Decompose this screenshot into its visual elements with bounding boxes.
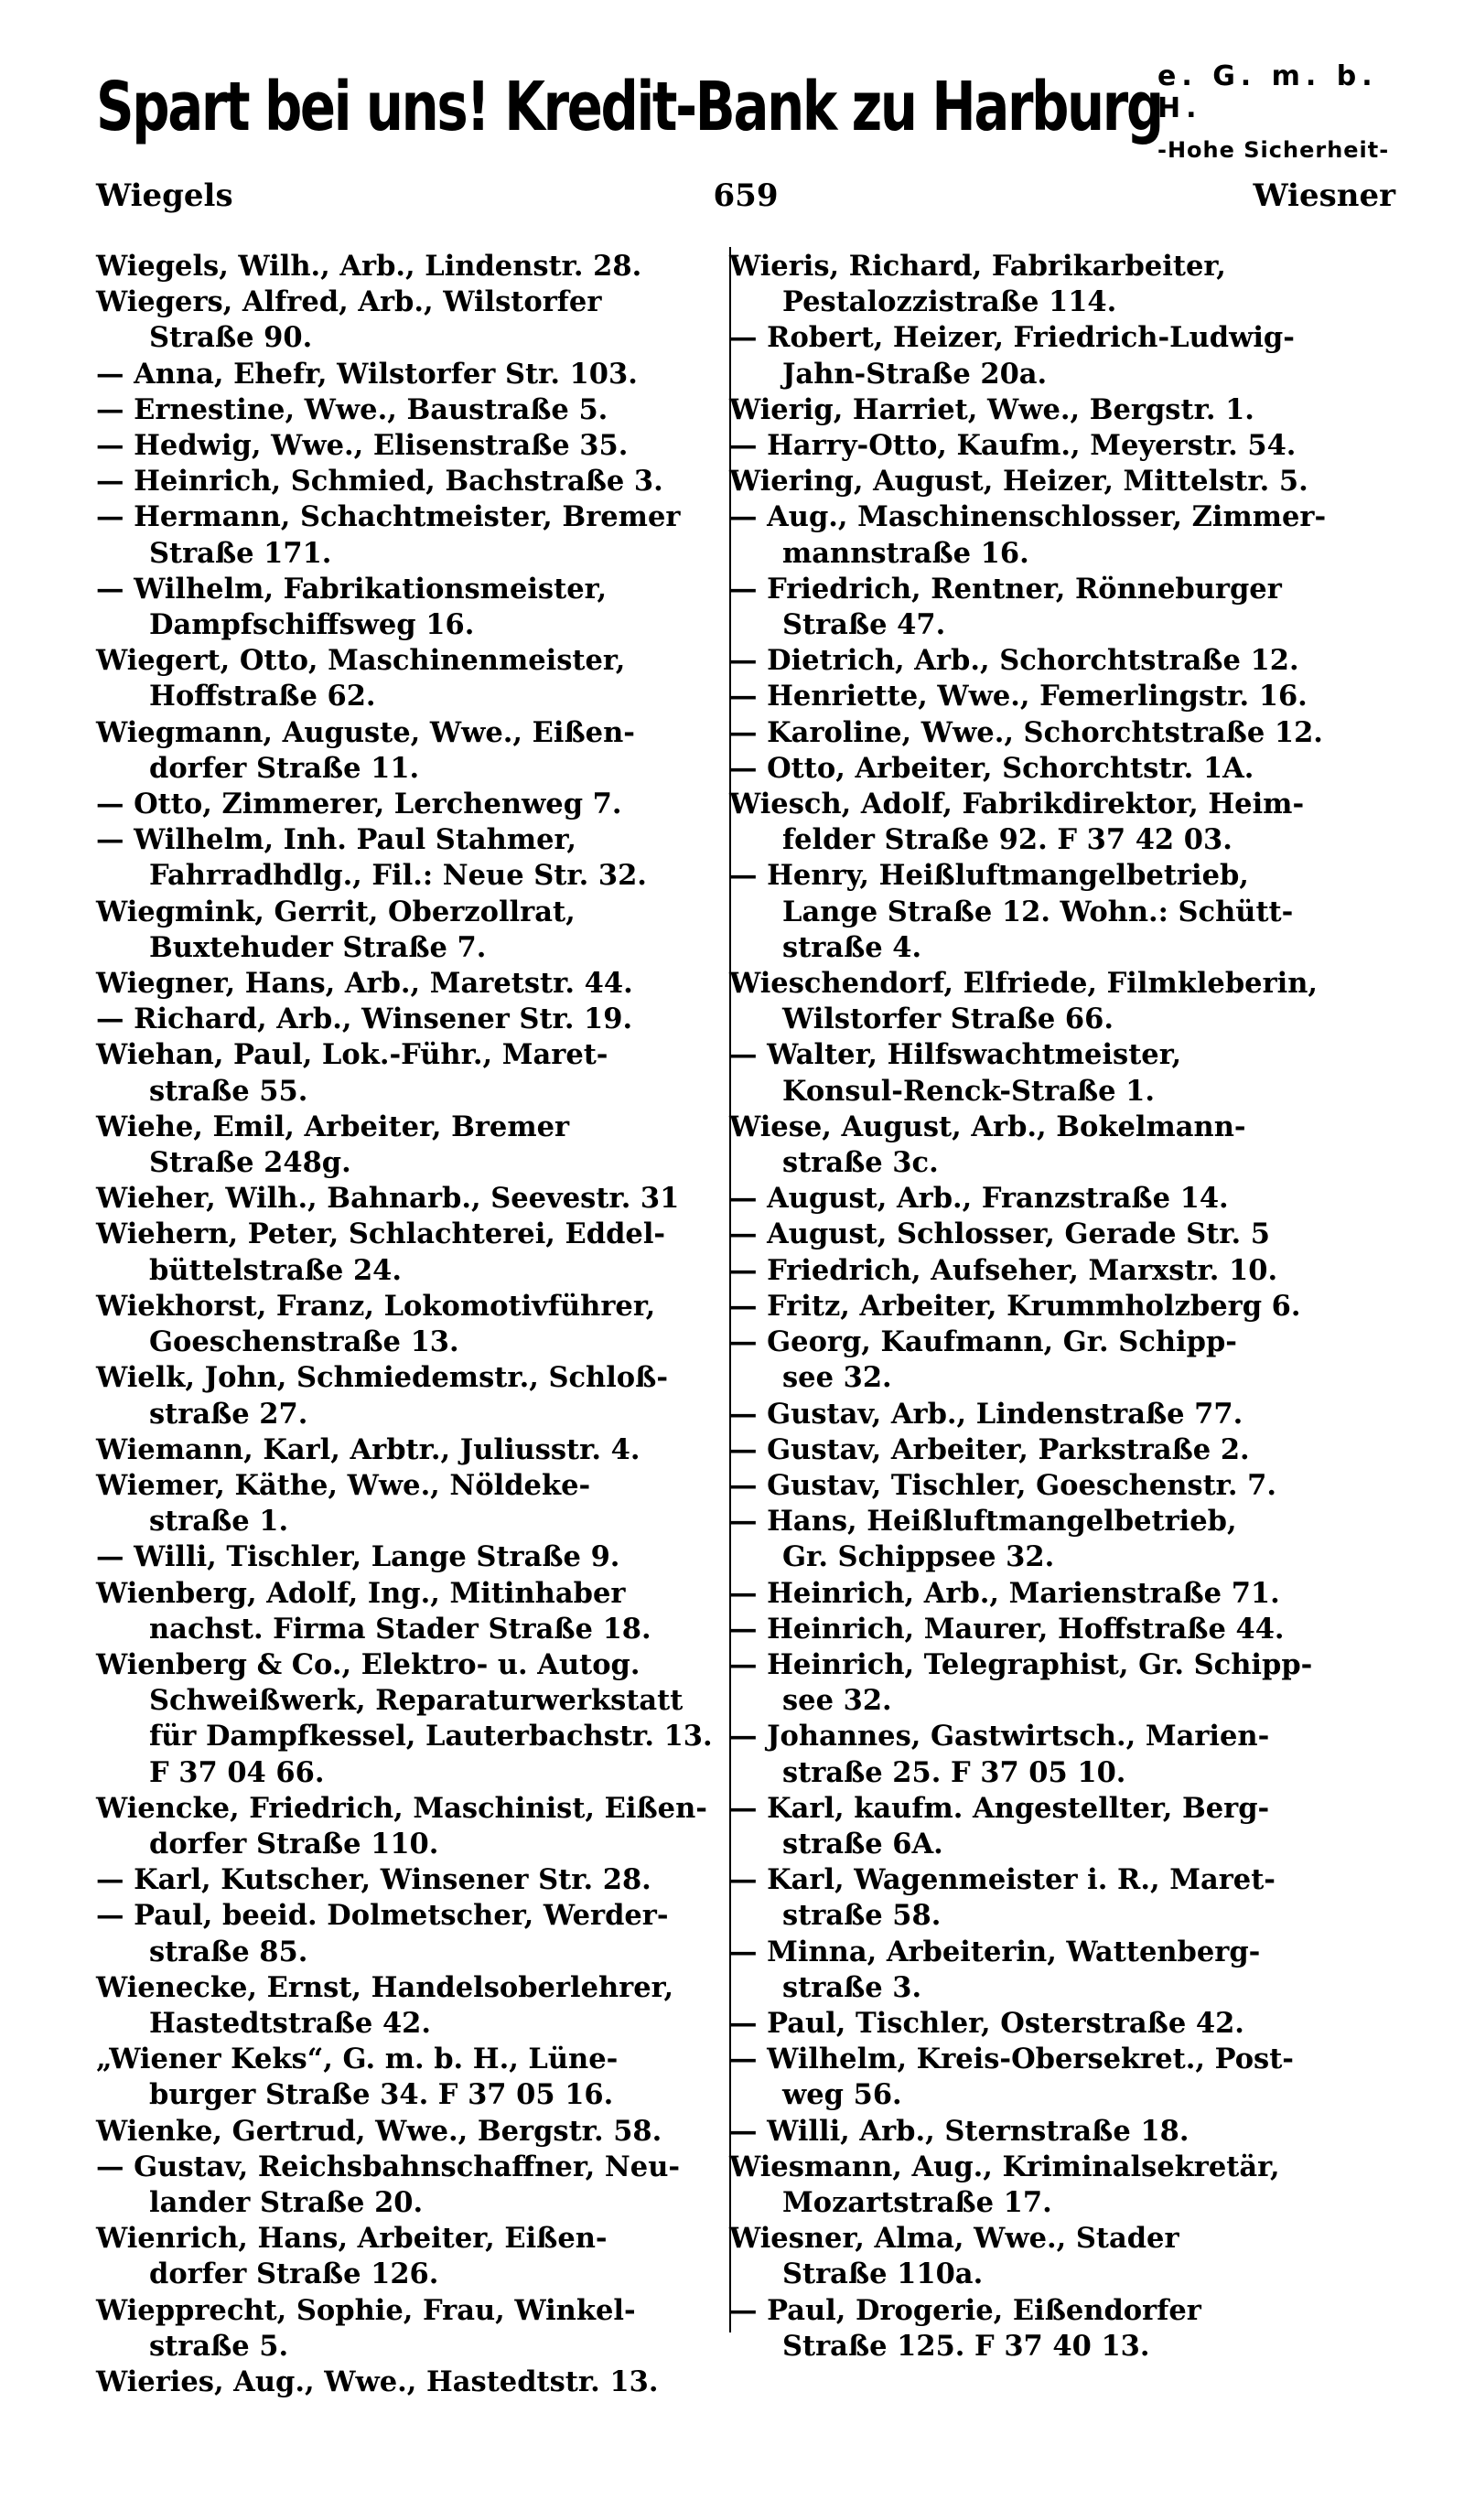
directory-entry: — Friedrich, Aufseher, Marxstr. 10.	[729, 1253, 1278, 1287]
directory-entry-continuation: F 37 04 66.	[149, 1755, 325, 1789]
directory-entry: Wiehe, Emil, Arbeiter, Bremer	[96, 1110, 570, 1143]
directory-entry: — Heinrich, Telegraphist, Gr. Schipp-	[729, 1647, 1313, 1681]
directory-entry: Wiesner, Alma, Wwe., Stader	[729, 2222, 1179, 2256]
directory-entry: — Robert, Heizer, Friedrich-Ludwig-	[729, 321, 1295, 355]
directory-entry-continuation: Straße 47.	[782, 608, 946, 642]
directory-entry: Wierig, Harriet, Wwe., Bergstr. 1.	[729, 392, 1254, 426]
directory-entry-continuation: dorfer Straße 126.	[149, 2257, 439, 2291]
directory-entry: Wienecke, Ernst, Handelsoberlehrer,	[96, 1970, 674, 2004]
directory-entry: — Hermann, Schachtmeister, Bremer	[96, 500, 681, 534]
directory-entry-continuation: Schweißwerk, Reparaturwerkstatt	[149, 1684, 684, 1718]
directory-entry-continuation: Hastedtstraße 42.	[149, 2006, 432, 2040]
directory-entry: Wiesch, Adolf, Fabrikdirektor, Heim-	[729, 788, 1305, 821]
directory-entry-continuation: straße 85.	[149, 1935, 308, 1968]
directory-entry-continuation: Lange Straße 12. Wohn.: Schütt-	[782, 895, 1294, 928]
directory-entry: — Hans, Heißluftmangelbetrieb,	[729, 1505, 1237, 1539]
directory-entry-continuation: mannstraße 16.	[782, 536, 1029, 570]
directory-entry: — Ernestine, Wwe., Baustraße 5.	[96, 392, 608, 426]
directory-entry: — August, Arb., Franzstraße 14.	[729, 1182, 1229, 1216]
directory-entry: — Heinrich, Maurer, Hoffstraße 44.	[729, 1612, 1285, 1646]
directory-entry: — Henry, Heißluftmangelbetrieb,	[729, 859, 1249, 893]
directory-entry: Wiencke, Friedrich, Maschinist, Eißen-	[96, 1791, 707, 1825]
directory-entry: — Henriette, Wwe., Femerlingstr. 16.	[729, 680, 1308, 713]
directory-entry: — Dietrich, Arb., Schorchtstraße 12.	[729, 644, 1299, 678]
directory-entry: Wiemann, Karl, Arbtr., Juliusstr. 4.	[96, 1432, 640, 1466]
directory-entry: Wieries, Aug., Wwe., Hastedtstr. 13.	[96, 2365, 659, 2398]
directory-entry-continuation: Dampfschiffsweg 16.	[149, 608, 475, 642]
directory-entry: Wienberg, Adolf, Ing., Mitinhaber	[96, 1576, 626, 1610]
directory-entry-continuation: straße 55.	[149, 1074, 308, 1108]
directory-entry: Wiekhorst, Franz, Lokomotivführer,	[96, 1289, 656, 1323]
directory-entry-continuation: see 32.	[782, 1361, 892, 1395]
directory-entry: — Minna, Arbeiterin, Wattenberg-	[729, 1935, 1261, 1968]
directory-entry-continuation: weg 56.	[782, 2078, 902, 2112]
directory-entry-continuation: Straße 171.	[149, 536, 332, 570]
running-head	[96, 177, 1395, 223]
directory-entry: — Harry-Otto, Kaufm., Meyerstr. 54.	[729, 429, 1297, 463]
directory-entry: — Wilhelm, Kreis-Obersekret., Post-	[729, 2043, 1294, 2076]
directory-entry: Wienke, Gertrud, Wwe., Bergstr. 58.	[96, 2114, 662, 2148]
directory-entry: — Anna, Ehefr, Wilstorfer Str. 103.	[96, 357, 638, 391]
right-column	[729, 249, 1365, 2365]
directory-entry: — Georg, Kaufmann, Gr. Schipp-	[729, 1325, 1237, 1359]
directory-entry-continuation: für Dampfkessel, Lauterbachstr. 13.	[149, 1720, 713, 1753]
banner-slogan-main: Spart bei uns! Kredit-Bank zu Harburg	[96, 68, 1162, 146]
directory-entry-continuation: Hoffstraße 62.	[149, 680, 376, 713]
directory-entry: — Richard, Arb., Winsener Str. 19.	[96, 1003, 633, 1036]
directory-entry: Wieher, Wilh., Bahnarb., Seevestr. 31	[96, 1182, 680, 1216]
directory-entry-continuation: see 32.	[782, 1684, 892, 1718]
directory-entry-continuation: Gr. Schippsee 32.	[782, 1540, 1055, 1574]
directory-entry: — Karoline, Wwe., Schorchtstraße 12.	[729, 715, 1323, 749]
directory-entry-continuation: Wilstorfer Straße 66.	[782, 1003, 1114, 1036]
directory-entry-continuation: straße 27.	[149, 1397, 308, 1431]
banner-legal-form: e. G. m. b. H.	[1157, 60, 1378, 124]
directory-entry-continuation: straße 6A.	[782, 1827, 943, 1861]
directory-entry-continuation: straße 25. F 37 05 10.	[782, 1755, 1126, 1789]
directory-entry: — Friedrich, Rentner, Rönneburger	[729, 572, 1282, 606]
directory-entry: — Willi, Tischler, Lange Straße 9.	[96, 1540, 620, 1574]
directory-entry: Wiering, August, Heizer, Mittelstr. 5.	[729, 465, 1308, 499]
directory-entry: Wiesmann, Aug., Kriminalsekretär,	[729, 2150, 1280, 2183]
page-number: 659	[713, 177, 779, 214]
directory-entry: — Karl, Kutscher, Winsener Str. 28.	[96, 1863, 651, 1897]
directory-entry: — Wilhelm, Inh. Paul Stahmer,	[96, 823, 576, 857]
directory-entry: Wiegmann, Auguste, Wwe., Eißen-	[96, 715, 635, 749]
directory-entry: Wiegert, Otto, Maschinenmeister,	[96, 644, 626, 678]
directory-entry-continuation: straße 1.	[149, 1505, 289, 1539]
directory-entry: Wieris, Richard, Fabrikarbeiter,	[729, 250, 1226, 283]
directory-entry: Wiegner, Hans, Arb., Maretstr. 44.	[96, 967, 633, 1001]
directory-entry: „Wiener Keks“, G. m. b. H., Lüne-	[96, 2043, 619, 2076]
directory-entry-continuation: Buxtehuder Straße 7.	[149, 930, 487, 964]
directory-entry-continuation: Jahn-Straße 20a.	[782, 357, 1048, 391]
directory-entry-continuation: dorfer Straße 11.	[149, 751, 420, 785]
directory-entry: — Hedwig, Wwe., Elisenstraße 35.	[96, 429, 629, 463]
directory-entry-continuation: straße 3c.	[782, 1146, 939, 1180]
directory-entry-continuation: nachst. Firma Stader Straße 18.	[149, 1612, 651, 1646]
left-column	[96, 249, 727, 2400]
directory-entry-continuation: Pestalozzistraße 114.	[782, 285, 1117, 319]
directory-entry: — Fritz, Arbeiter, Krummholzberg 6.	[729, 1289, 1301, 1323]
directory-entry: — Gustav, Arbeiter, Parkstraße 2.	[729, 1432, 1250, 1466]
advertisement-banner	[96, 57, 1395, 163]
directory-entry: Wiese, August, Arb., Bokelmann-	[729, 1110, 1246, 1143]
directory-entry-continuation: Konsul-Renck-Straße 1.	[782, 1074, 1155, 1108]
directory-entry-continuation: straße 4.	[782, 930, 922, 964]
directory-entry-continuation: Straße 125. F 37 40 13.	[782, 2329, 1150, 2363]
directory-entry-continuation: Goeschenstraße 13.	[149, 1325, 459, 1359]
directory-entry: — Johannes, Gastwirtsch., Marien-	[729, 1720, 1270, 1753]
directory-entry: — Gustav, Arb., Lindenstraße 77.	[729, 1397, 1243, 1431]
directory-entry-continuation: burger Straße 34. F 37 05 16.	[149, 2078, 614, 2112]
directory-entry: — Otto, Arbeiter, Schorchtstr. 1A.	[729, 751, 1254, 785]
directory-entry-continuation: büttelstraße 24.	[149, 1253, 403, 1287]
directory-entry-continuation: Fahrradhdlg., Fil.: Neue Str. 32.	[149, 859, 647, 893]
directory-entry: — Willi, Arb., Sternstraße 18.	[729, 2114, 1190, 2148]
directory-entry-continuation: Straße 248g.	[149, 1146, 351, 1180]
directory-entry: Wienrich, Hans, Arbeiter, Eißen-	[96, 2222, 608, 2256]
directory-entry-continuation: straße 5.	[149, 2329, 289, 2363]
directory-entry: Wielk, John, Schmiedemstr., Schloß-	[96, 1361, 668, 1395]
directory-entry: Wiepprecht, Sophie, Frau, Winkel-	[96, 2293, 636, 2327]
directory-entry: Wieschendorf, Elfriede, Filmkleberin,	[729, 967, 1319, 1001]
directory-entry: — Karl, kaufm. Angestellter, Berg-	[729, 1791, 1270, 1825]
directory-entry: — Wilhelm, Fabrikationsmeister,	[96, 572, 608, 606]
banner-side-block	[1157, 57, 1414, 163]
directory-entry: Wienberg & Co., Elektro- u. Autog.	[96, 1647, 640, 1681]
directory-entry-continuation: Straße 110a.	[782, 2257, 984, 2291]
directory-entry: — Karl, Wagenmeister i. R., Maret-	[729, 1863, 1276, 1897]
directory-entry: Wiegmink, Gerrit, Oberzollrat,	[96, 895, 576, 928]
directory-entry: — Heinrich, Schmied, Bachstraße 3.	[96, 465, 663, 499]
directory-entry: Wiegels, Wilh., Arb., Lindenstr. 28.	[96, 250, 642, 283]
running-head-first-entry: Wiegels	[96, 177, 233, 214]
directory-entry-continuation: straße 3.	[782, 1970, 922, 2004]
directory-entry-continuation: Mozartstraße 17.	[782, 2185, 1052, 2219]
directory-entry: — Walter, Hilfswachtmeister,	[729, 1038, 1182, 1072]
directory-entry-continuation: felder Straße 92. F 37 42 03.	[782, 823, 1233, 857]
directory-entry-continuation: dorfer Straße 110.	[149, 1827, 439, 1861]
directory-entry: — Otto, Zimmerer, Lerchenweg 7.	[96, 788, 622, 821]
directory-entry: Wiegers, Alfred, Arb., Wilstorfer	[96, 285, 602, 319]
banner-tagline: -Hohe Sicherheit-	[1157, 137, 1390, 163]
directory-entry: — August, Schlosser, Gerade Str. 5	[729, 1217, 1270, 1251]
directory-entry-continuation: lander Straße 20.	[149, 2185, 424, 2219]
directory-entry: — Gustav, Tischler, Goeschenstr. 7.	[729, 1468, 1277, 1502]
directory-entry: — Gustav, Reichsbahnschaffner, Neu-	[96, 2150, 681, 2183]
directory-entry-continuation: Straße 90.	[149, 321, 313, 355]
directory-entry: Wiemer, Käthe, Wwe., Nöldeke-	[96, 1468, 591, 1502]
directory-entry: — Heinrich, Arb., Marienstraße 71.	[729, 1576, 1280, 1610]
directory-entry-continuation: straße 58.	[782, 1899, 942, 1933]
directory-entry: — Paul, Drogerie, Eißendorfer	[729, 2293, 1201, 2327]
directory-entry: Wiehern, Peter, Schlachterei, Eddel-	[96, 1217, 666, 1251]
directory-entry: — Paul, Tischler, Osterstraße 42.	[729, 2006, 1244, 2040]
directory-entry: — Aug., Maschinenschlosser, Zimmer-	[729, 500, 1327, 534]
running-head-last-entry: Wiesner	[1253, 177, 1395, 214]
directory-entry: — Paul, beeid. Dolmetscher, Werder-	[96, 1899, 669, 1933]
directory-entry: Wiehan, Paul, Lok.-Führ., Maret-	[96, 1038, 608, 1072]
